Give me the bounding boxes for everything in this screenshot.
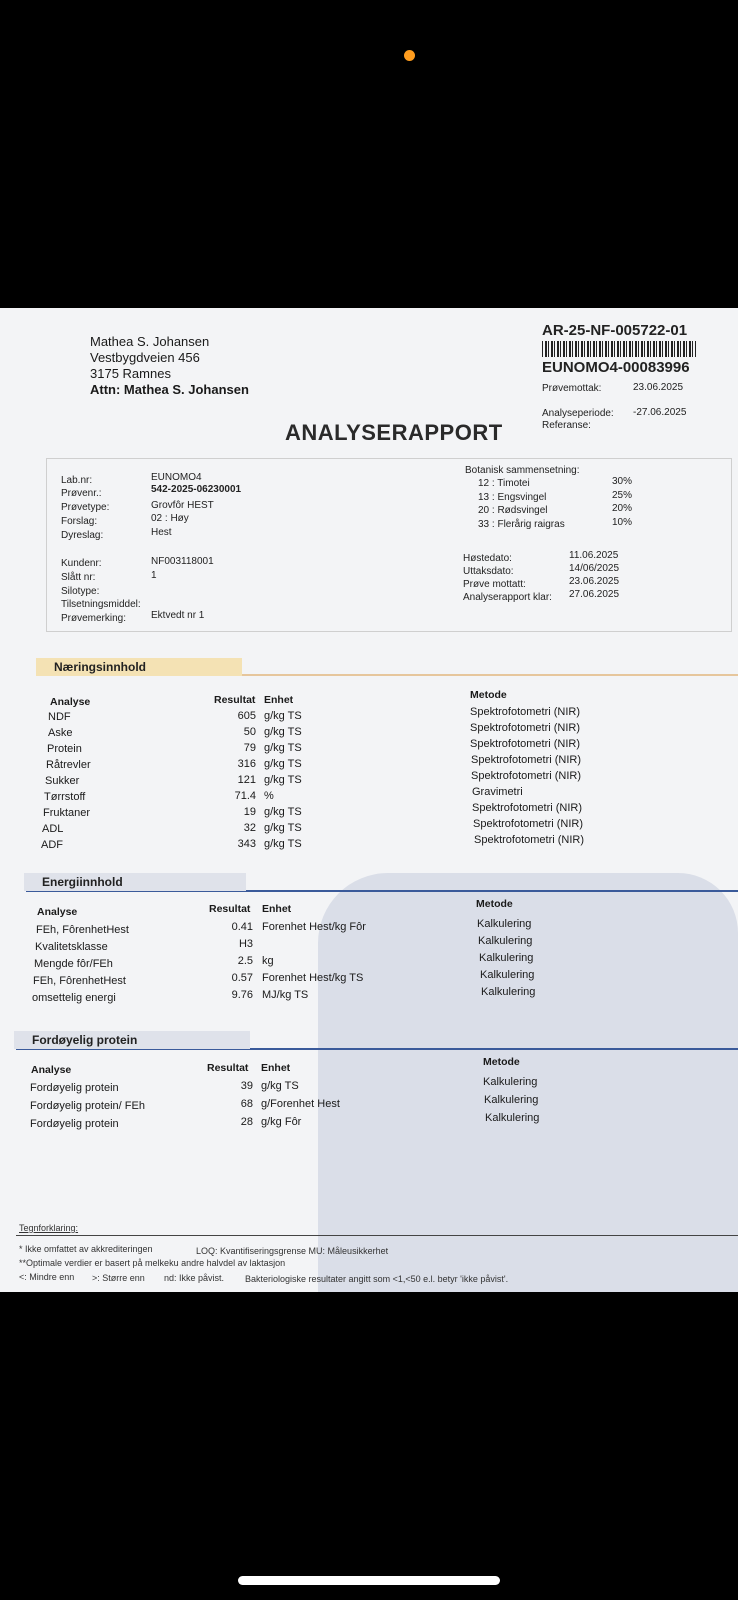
legend-title: Tegnforklaring: [19, 1223, 79, 1233]
sample-code: EUNOMO4-00083996 [542, 359, 690, 376]
info-label: Slått nr: [61, 572, 96, 583]
date-value: 27.06.2025 [569, 589, 620, 600]
row-unit: g/kg Fôr [261, 1116, 302, 1128]
row-method: Kalkulering [478, 935, 533, 947]
row-analysis: FEh, FôrenhetHest [33, 975, 126, 987]
botanical-title: Botanisk sammensetning: [465, 465, 580, 476]
date-value: 23.06.2025 [569, 576, 620, 587]
botanical-pct: 20% [612, 503, 633, 514]
col-header-metode: Metode [483, 1056, 520, 1068]
row-unit: g/kg TS [264, 774, 302, 786]
col-header-analyse: Analyse [50, 696, 91, 708]
col-header-analyse: Analyse [31, 1064, 72, 1076]
row-analysis: Aske [48, 727, 73, 739]
botanical-pct: 25% [612, 490, 633, 501]
row-method: Spektrofotometri (NIR) [470, 738, 581, 750]
received-label: Prøvemottak: [542, 383, 602, 394]
row-analysis: ADL [42, 823, 64, 835]
row-unit: MJ/kg TS [262, 989, 309, 1001]
section-title-energi: Energiinnhold [24, 873, 246, 891]
row-result: 71.4 [234, 790, 256, 802]
row-method: Kalkulering [485, 1112, 540, 1124]
row-analysis: omsettelig energi [32, 992, 116, 1004]
row-analysis: Råtrevler [46, 759, 91, 771]
botanical-item: 33 : Flerårig raigras [478, 519, 565, 530]
row-analysis: Tørrstoff [44, 791, 86, 803]
info-label: Dyreslag: [61, 530, 104, 541]
info-value: 02 : Høy [151, 513, 189, 524]
info-value: Ektvedt nr 1 [151, 610, 205, 621]
row-unit: kg [262, 955, 274, 967]
row-result: 343 [237, 838, 256, 850]
info-label: Forslag: [61, 516, 98, 527]
info-label: Lab.nr: [61, 475, 93, 486]
row-method: Spektrofotometri (NIR) [470, 722, 581, 734]
col-header-enhet: Enhet [261, 1062, 291, 1074]
botanical-item: 13 : Engsvingel [478, 492, 547, 503]
row-unit: % [264, 790, 274, 802]
row-method: Spektrofotometri (NIR) [472, 802, 583, 814]
row-result: 0.41 [231, 921, 253, 933]
row-result: 39 [240, 1080, 253, 1092]
row-method: Spektrofotometri (NIR) [470, 706, 581, 718]
recipient-city: 3175 Ramnes [90, 366, 171, 381]
row-result: 79 [243, 742, 256, 754]
legend-line2: **Optimale verdier er basert på melkeku andre halvdel av laktasjon [19, 1258, 286, 1268]
row-result: H3 [238, 938, 253, 950]
date-label: Uttaksdato: [463, 566, 514, 577]
col-header-enhet: Enhet [264, 694, 294, 706]
row-method: Kalkulering [483, 1076, 538, 1088]
info-label: Prøvetype: [61, 502, 110, 513]
date-label: Prøve mottatt: [463, 579, 526, 590]
col-header-resultat: Resultat [209, 903, 251, 915]
legend-line1b: LOQ: Kvantifiseringsgrense MU: Måleusikkerhet [196, 1246, 389, 1256]
row-result: 50 [243, 726, 256, 738]
legend-line3a: <: Mindre enn [19, 1272, 75, 1282]
row-unit: g/kg TS [264, 726, 302, 738]
row-unit: Forenhet Hest/kg Fôr [262, 921, 366, 933]
row-method: Kalkulering [479, 952, 534, 964]
col-header-metode: Metode [470, 689, 507, 701]
recipient-attn: Attn: Mathea S. Johansen [90, 382, 249, 397]
row-result: 28 [240, 1116, 253, 1128]
row-unit: g/kg TS [264, 742, 302, 754]
row-result: 316 [237, 758, 256, 770]
col-header-resultat: Resultat [214, 694, 256, 706]
row-result: 9.76 [231, 989, 253, 1001]
report-title: ANALYSERAPPORT [285, 420, 503, 445]
row-result: 68 [240, 1098, 253, 1110]
row-result: 121 [237, 774, 256, 786]
period-value: -27.06.2025 [633, 407, 687, 418]
barcode-image [542, 341, 696, 357]
recipient-street: Vestbygdveien 456 [90, 350, 200, 365]
row-analysis: Sukker [45, 775, 80, 787]
date-value: 11.06.2025 [569, 550, 619, 561]
report-paper [0, 308, 738, 1292]
legend-line1a: * Ikke omfattet av akkrediteringen [19, 1244, 153, 1254]
row-unit: g/kg TS [264, 710, 302, 722]
row-result: 32 [243, 822, 256, 834]
row-unit: g/kg TS [264, 822, 302, 834]
row-unit: g/kg TS [264, 806, 302, 818]
row-analysis: Fordøyelig protein [30, 1082, 119, 1094]
row-analysis: NDF [48, 711, 71, 723]
botanical-item: 20 : Rødsvingel [478, 505, 548, 516]
row-method: Kalkulering [480, 969, 535, 981]
row-result: 0.57 [231, 972, 253, 984]
row-method: Spektrofotometri (NIR) [473, 818, 584, 830]
row-unit: g/kg TS [264, 838, 302, 850]
botanical-pct: 10% [612, 517, 633, 528]
info-value: NF003118001 [151, 556, 214, 567]
info-label: Prøvenr.: [61, 488, 102, 499]
row-unit: g/kg TS [261, 1080, 299, 1092]
info-value: EUNOMO4 [151, 472, 202, 483]
info-value: Grovfôr HEST [151, 500, 214, 511]
col-header-metode: Metode [476, 898, 513, 910]
row-unit: g/kg TS [264, 758, 302, 770]
info-value: Hest [151, 527, 172, 538]
row-method: Kalkulering [481, 986, 536, 998]
info-label: Prøvemerking: [61, 613, 127, 624]
row-analysis: Protein [47, 743, 82, 755]
received-value: 23.06.2025 [633, 382, 684, 393]
row-method: Spektrofotometri (NIR) [471, 770, 582, 782]
col-header-analyse: Analyse [37, 906, 78, 918]
row-method: Kalkulering [484, 1094, 539, 1106]
section-title-naering: Næringsinnhold [36, 658, 242, 676]
info-value: 542-2025-06230001 [151, 484, 242, 495]
row-method: Kalkulering [477, 918, 532, 930]
row-method: Spektrofotometri (NIR) [474, 834, 585, 846]
home-indicator[interactable] [238, 1576, 500, 1585]
row-result: 2.5 [237, 955, 253, 967]
row-analysis: Kvalitetsklasse [35, 941, 108, 953]
botanical-item: 12 : Timotei [478, 478, 530, 489]
row-analysis: Fruktaner [43, 807, 91, 819]
botanical-pct: 30% [612, 476, 633, 487]
row-analysis: Mengde fôr/FEh [34, 958, 113, 970]
section-title-protein: Fordøyelig protein [14, 1031, 250, 1049]
row-unit: Forenhet Hest/kg TS [262, 972, 364, 984]
camera-indicator-dot [404, 50, 415, 61]
period-label: Analyseperiode: [542, 408, 614, 419]
row-method: Spektrofotometri (NIR) [471, 754, 582, 766]
info-label: Tilsetningsmiddel: [61, 599, 141, 610]
date-value: 14/06/2025 [569, 563, 620, 574]
legend-divider [16, 1235, 738, 1236]
row-result: 19 [243, 806, 256, 818]
legend-line3c: nd: Ikke påvist. [164, 1273, 225, 1283]
info-label: Silotype: [61, 586, 100, 597]
row-unit: g/Forenhet Hest [261, 1098, 340, 1110]
col-header-resultat: Resultat [207, 1062, 249, 1074]
row-analysis: Fordøyelig protein/ FEh [30, 1100, 145, 1112]
row-result: 605 [237, 710, 256, 722]
legend-line3d: Bakteriologiske resultater angitt som <1,<50 e.l. betyr 'ikke påvist'. [245, 1274, 509, 1284]
info-label: Kundenr: [61, 558, 102, 569]
row-analysis: ADF [41, 839, 63, 851]
report-code: AR-25-NF-005722-01 [542, 322, 688, 339]
info-value: 1 [151, 570, 157, 581]
row-analysis: Fordøyelig protein [30, 1118, 119, 1130]
col-header-enhet: Enhet [262, 903, 292, 915]
date-label: Høstedato: [463, 553, 512, 564]
legend-line3b: >: Større enn [92, 1273, 145, 1283]
recipient-name: Mathea S. Johansen [90, 334, 210, 349]
date-label: Analyserapport klar: [463, 592, 552, 603]
reference-label: Referanse: [542, 420, 591, 431]
row-method: Gravimetri [472, 786, 523, 798]
row-analysis: FEh, FôrenhetHest [36, 924, 129, 936]
